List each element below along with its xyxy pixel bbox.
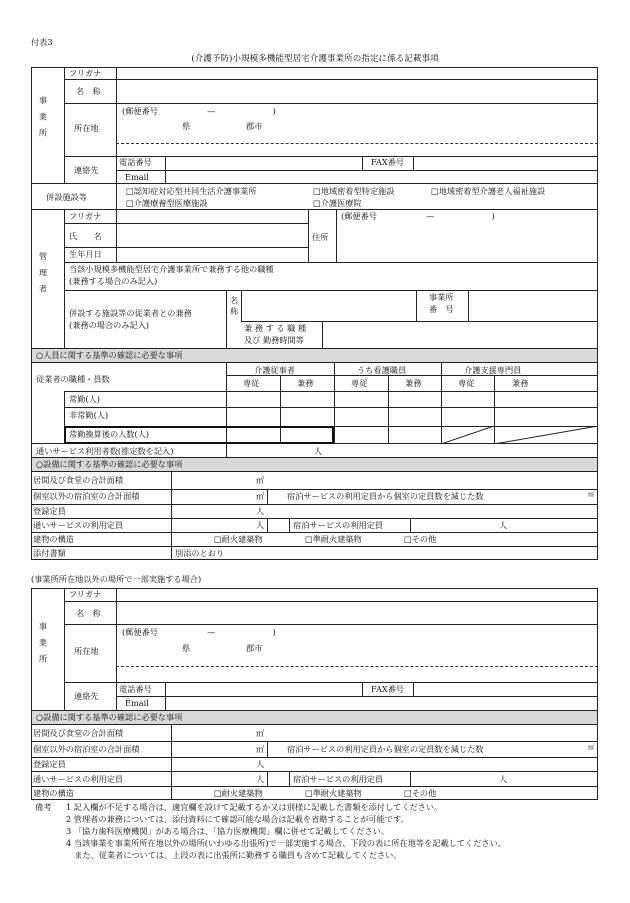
branch-furigana-input[interactable]: [118, 589, 596, 600]
branch-email-label: Email: [125, 698, 149, 708]
branch-checkbox-fireproof[interactable]: □耐火建築物: [214, 788, 263, 798]
col-senju-3: 専従: [458, 378, 475, 388]
day-users-input[interactable]: [228, 445, 312, 457]
checkbox-dementia-group-home[interactable]: □認知症対応型共同生活介護事業所: [126, 186, 257, 196]
day-users-unit: 人: [314, 446, 323, 456]
sub-section-heading: (事業所所在地以外の場所で一部実施する場合): [31, 574, 202, 584]
note-item-1: 1 記入欄が不足する場合は、適宜欄を設けて記載するか又は別様に記載した書類を添付してください。: [66, 802, 443, 812]
branch-room-area-label: 個室以外の宿泊室の合計面積: [33, 744, 140, 754]
branch-dining-area-label: 居間及び食堂の合計面積: [33, 728, 124, 738]
office-section-label: 事業所: [38, 96, 49, 145]
dining-area-label: 居間及び食堂の合計面積: [33, 475, 124, 485]
attachment-label: 添付書類: [33, 548, 66, 558]
office-name-label: 名 称: [76, 86, 101, 96]
room-area-label: 個室以外の宿泊室の合計面積: [33, 491, 140, 501]
contact-label: 連絡先: [74, 165, 99, 175]
col-kenmu-3: 兼務: [512, 378, 529, 388]
staff-count-label: 従業者の職種・員数: [36, 374, 110, 384]
stay-capacity-unit: 人: [499, 520, 508, 530]
form-number: 付表3: [31, 37, 53, 47]
branch-day-capacity-unit: 人: [256, 774, 265, 784]
branch-stay-minus-label: 宿泊サービスの利用定員から個室の定員数を減じた数: [287, 744, 484, 754]
note-item-2: 2 管理者の兼務については、添付資料にて確認可能な場合は記載を省略することが可能です。: [66, 814, 409, 824]
branch-day-capacity-label: 通いサービスの利用定員: [33, 774, 124, 784]
branch-prefecture-label: 県: [182, 643, 191, 653]
manager-postal-field[interactable]: (郵便番号 — ): [341, 211, 495, 221]
other-job-note: (兼務する場合のみ記入): [69, 276, 158, 286]
branch-email-input[interactable]: [167, 697, 596, 710]
facility-name-label-1: 名: [230, 295, 239, 305]
branch-postal-field[interactable]: (郵便番号 — ): [122, 627, 276, 637]
branch-address-label: 所在地: [74, 646, 99, 656]
branch-dining-area-input[interactable]: [173, 726, 253, 740]
branch-checkbox-other[interactable]: □その他: [404, 788, 437, 798]
branch-day-capacity-input[interactable]: [173, 772, 253, 785]
phone-input[interactable]: [167, 157, 361, 169]
office-number-label-2: 番 号: [429, 304, 454, 314]
note-item-4: 4 当該事業を事業所所在地以外の場所(いわゆる出張所)で一部実施する場合、下段の表に所在地等を記載してください。: [66, 838, 506, 848]
branch-name-input[interactable]: [118, 603, 596, 623]
checkbox-welfare-facility[interactable]: □地域密着型介護老人福祉施設: [431, 186, 546, 196]
day-users-label: 通いサービス利用者数(推定数を記入): [36, 446, 174, 456]
facility-label: 併設施設等: [46, 192, 87, 202]
day-capacity-input[interactable]: [173, 519, 253, 531]
office-name-input[interactable]: [118, 81, 596, 101]
attachment-value: 別添のとおり: [175, 548, 225, 558]
checkbox-other[interactable]: □その他: [404, 534, 437, 544]
note-item-5: また、従業者については、上段の表に出張所に勤務する職員も含めて記載してください。: [66, 850, 402, 860]
col-kenmu-1: 兼務: [297, 378, 314, 388]
branch-room-area-unit: ㎡: [256, 744, 265, 754]
branch-dining-area-unit: ㎡: [256, 728, 265, 738]
branch-office-section-label: 事業所: [38, 622, 49, 671]
city-label: 郡市: [246, 121, 263, 131]
branch-stay-minus-unit: ㎡: [588, 743, 595, 751]
stay-minus-label: 宿泊サービスの利用定員から個室の定員数を減じた数: [287, 491, 484, 501]
stay-minus-unit: ㎡: [588, 490, 595, 498]
page-title: (介護予防)小規模多機能型居宅介護事業所の指定に係る記載事項: [191, 54, 439, 64]
birthdate-input[interactable]: [118, 249, 306, 261]
manager-name-label: 氏 名: [69, 231, 102, 241]
branch-fax-label: FAX番号: [371, 684, 405, 694]
room-area-unit: ㎡: [256, 491, 265, 501]
branch-furigana-label: フリガナ: [69, 589, 102, 599]
fax-input[interactable]: [415, 157, 596, 169]
stay-capacity-label: 宿泊サービスの利用定員: [293, 520, 384, 530]
concurrent-note: (兼務の場合のみ記入): [69, 320, 150, 330]
branch-room-area-input[interactable]: [173, 742, 253, 756]
concurrent-facility-name-input[interactable]: [243, 292, 415, 320]
office-number-label-1: 事業所: [429, 292, 454, 302]
nurse-header: うち看護職員: [357, 365, 407, 375]
email-input[interactable]: [167, 171, 596, 183]
equipment-section-title: ○設備に関する基準の確認に必要な事項: [36, 459, 183, 469]
care-manager-header: 介護支援専門員: [464, 365, 522, 375]
checkbox-fireproof[interactable]: □耐火建築物: [214, 534, 263, 544]
concurrent-label: 併設する施設等の従業者との兼務: [69, 308, 192, 318]
dining-area-unit: ㎡: [256, 475, 265, 485]
prefecture-label: 県: [182, 121, 191, 131]
col-senju-2: 専従: [351, 378, 368, 388]
job-hours-label: 及び 勤務時間等: [244, 335, 304, 345]
phone-label: 電話番号: [119, 157, 152, 167]
staff-section-title: ○人員に関する基準の確認に必要な事項: [36, 350, 183, 360]
branch-stay-minus-input[interactable]: [525, 742, 585, 756]
notes-title: 備考: [35, 802, 52, 812]
manager-furigana-input[interactable]: [118, 211, 306, 222]
furigana-label: フリガナ: [69, 68, 102, 78]
registered-input[interactable]: [173, 505, 253, 517]
address-label: 所在地: [74, 123, 99, 133]
checkbox-semi-fireproof[interactable]: □準耐火建築物: [305, 534, 362, 544]
branch-contact-label: 連絡先: [74, 691, 99, 701]
checkbox-care-hospital[interactable]: □介護医療院: [313, 198, 362, 208]
structure-label: 建物の構造: [33, 534, 74, 544]
dining-area-input[interactable]: [173, 473, 253, 488]
row-fte-label: 常勤換算後の人数(人): [69, 429, 150, 439]
email-label: Email: [125, 172, 149, 182]
checkbox-medical-facility[interactable]: □介護療養型医療施設: [126, 198, 208, 208]
fax-label: FAX番号: [371, 157, 405, 167]
branch-registered-unit: 人: [256, 759, 265, 769]
branch-phone-label: 電話番号: [119, 684, 152, 694]
branch-name-label: 名 称: [76, 608, 101, 618]
manager-name-input[interactable]: [118, 225, 306, 246]
job-title-label: 兼 務 す る 職 種: [244, 323, 307, 333]
birthdate-label: 生年月日: [69, 249, 102, 259]
col-senju-1: 専従: [243, 378, 260, 388]
stay-minus-input[interactable]: [525, 490, 585, 503]
manager-address-label: 住所: [312, 232, 329, 242]
branch-registered-input[interactable]: [173, 758, 253, 770]
branch-stay-capacity-label: 宿泊サービスの利用定員: [293, 774, 384, 784]
branch-registered-label: 登録定員: [33, 759, 66, 769]
stay-capacity-input[interactable]: [412, 519, 496, 531]
room-area-input[interactable]: [173, 490, 253, 503]
branch-city-label: 郡市: [246, 643, 263, 653]
other-job-label: 当該小規模多機能型居宅介護事業所で兼務する他の職種: [69, 264, 274, 274]
branch-phone-input[interactable]: [167, 683, 361, 695]
col-kenmu-2: 兼務: [405, 378, 422, 388]
row-parttime-label: 非常勤(人): [69, 410, 109, 420]
day-capacity-label: 通いサービスの利用定員: [33, 520, 124, 530]
branch-stay-capacity-input[interactable]: [412, 772, 496, 785]
fte-diagonal-cells: [441, 426, 598, 444]
row-fulltime-label: 常勤(人): [69, 394, 100, 404]
branch-structure-label: 建物の構造: [33, 788, 74, 798]
office-furigana-input[interactable]: [118, 68, 596, 78]
manager-section-label: 管理者: [38, 252, 49, 301]
manager-furigana-label: フリガナ: [69, 211, 102, 221]
branch-checkbox-semi-fireproof[interactable]: □準耐火建築物: [305, 788, 362, 798]
office-number-input[interactable]: [470, 292, 596, 320]
note-item-3: 3 「協力歯科医療機関」がある場合は、「協力医療機関」欄に併せて記載してください。: [66, 826, 390, 836]
day-capacity-unit: 人: [256, 520, 265, 530]
branch-fax-input[interactable]: [415, 683, 596, 695]
care-worker-header: 介護従事者: [254, 365, 295, 375]
checkbox-specified-facility[interactable]: □地域密着型特定施設: [313, 186, 395, 196]
postal-code-field[interactable]: (郵便番号 — ): [122, 106, 276, 116]
job-hours-input[interactable]: [324, 323, 596, 348]
branch-stay-capacity-unit: 人: [499, 774, 508, 784]
facility-name-label-2: 称: [230, 306, 239, 316]
branch-equipment-section-title: ○設備に関する基準の確認に必要な事項: [36, 712, 183, 722]
registered-unit: 人: [256, 506, 265, 516]
registered-label: 登録定員: [33, 506, 66, 516]
